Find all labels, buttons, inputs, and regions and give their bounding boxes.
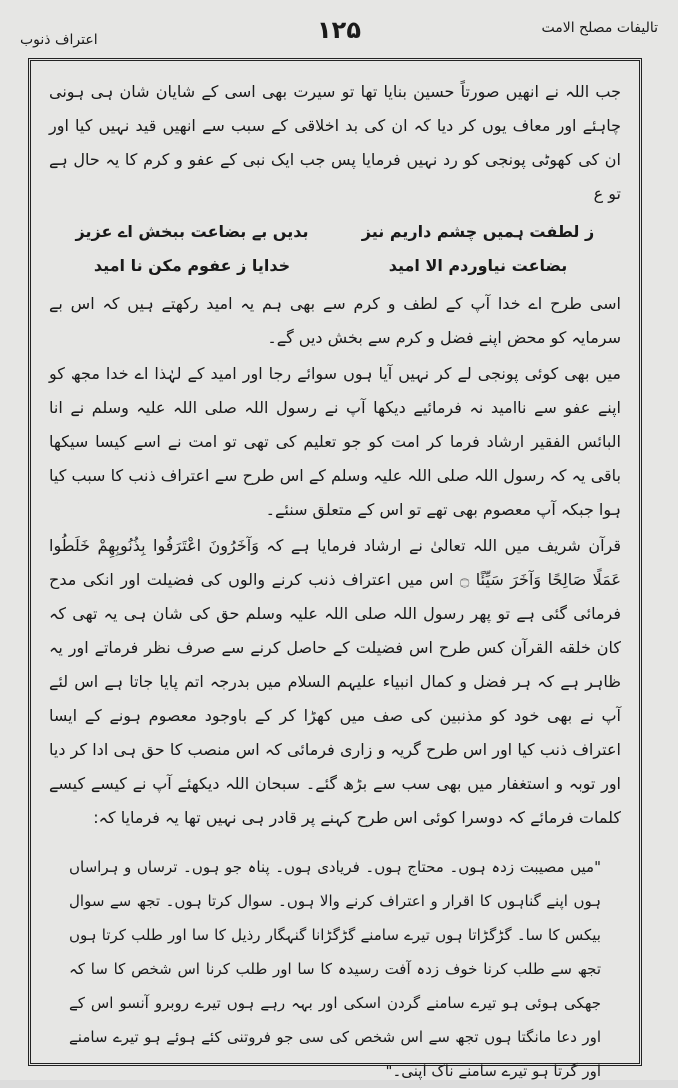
page-header <box>20 10 658 50</box>
book-title: تالیفات مصلح الامت <box>541 20 658 36</box>
verse-line: بدیں بے بضاعت ببخش اے عزیز <box>75 222 309 241</box>
verse-line: بضاعت نیاوردم الا امید <box>388 256 568 275</box>
prophetic-supplication-quote: "میں مصیبت زدہ ہوں۔ محتاج ہوں۔ فریادی ہوں۔ پناہ جو ہوں۔ ترساں و ہراساں ہوں اپنے گناہوں کا اقرار و اعتراف کرنے والا ہوں۔ سوال کرتا ہوں۔ تجھ سے سوال بیکس کا سا۔ گڑگڑاتا ہوں تیرے سامنے گڑگڑانا گنہگار رذیل کا سا اور طلب کرتا ہوں تجھ سے طلب کرنا خوف زدہ آفت رسیدہ کا سا اور طلب کرنا اس شخص کا سا کہ جھکی ہوئی ہو تیرے سامنے گردن اسکی اور بہہ رہے ہوں تیرے روبرو آنسو اس کے اور دعا مانگتا ہوں تجھ سے اس شخص کی سی جو فروتنی کئے ہوئے ہو تیرے سامنے اور گرتا ہو تیرے سامنے ناک اپنی۔" <box>69 858 601 1080</box>
page-number: ۱۲۵ <box>317 16 361 44</box>
chapter-title: اعتراف ذنوب <box>20 32 98 48</box>
persian-verses <box>49 213 621 287</box>
paragraph-1: جب اللہ نے انھیں صورتاً حسین بنایا تھا تو سیرت بھی اسی کے شایان شان ہی ہونی چاہئے اور معاف یوں کر دیا کہ ان کی بد اخلاقی کے سبب سے انھیں قید نہیں کیا اور ان کی کھوٹی پونجی کو رد نہیں فرمایا پس جب ایک نبی کے عفو و کرم کا یہ حال ہے تو ع <box>49 82 621 203</box>
text-frame <box>28 58 642 1080</box>
verse-line: ز لطفت ہمیں چشم داریم نیز <box>361 222 595 241</box>
paragraph-2: اسی طرح اے خدا آپ کے لطف و کرم سے بھی ہم یہ امید رکھتے ہیں کہ اس بے سرمایہ کو محض اپنے فضل و کرم سے بخش دیں گے۔ <box>49 294 621 347</box>
paragraph-4: قرآن شریف میں اللہ تعالیٰ نے ارشاد فرمایا ہے کہ وَآخَرُونَ اعْتَرَفُوا بِذُنُوبِهِمْ خَلَطُوا عَمَلًا صَالِحًا وَآخَرَ سَيِّئًا ۝ اس میں اعتراف ذنب کرنے والوں کی فضیلت اور انکی مدح فرمائی گئی ہے تو پھر رسول اللہ صلی اللہ علیہ وسلم حق کی شان ہی یہ تھی کہ کان خلقه القرآن کس طرح اس فضیلت کے حاصل کرنے سے صرف نظر فرماتے اور یہ ظاہر ہے کہ ہر فضل و کمال انبیاء علیہم السلام میں بدرجہ اتم پایا جاتا ہے اس لئے آپ نے بھی خود کو مذنبین کی صف میں کھڑا کر کے باوجود معصوم ہونے کے ایسا اعتراف ذنب کیا اور اس طرح گریہ و زاری فرمائی کہ اس منصب کا حق ہی ادا کر دیا اور توبہ و استغفار میں بھی سب سے بڑھ گئے۔ سبحان اللہ دیکھئے آپ نے کیسے کیسے کلمات فرمائے کہ دوسرا کوئی اس طرح کہنے پر قادر ہی نہیں تھا یہ فرمایا کہ: <box>49 536 621 827</box>
paragraph-3: میں بھی کوئی پونجی لے کر نہیں آیا ہوں سوائے رجا اور امید کے لہٰذا اے خدا مجھ کو اپنے عفو سے ناامید نہ فرمائیے دیکھا آپ نے رسول اللہ صلی اللہ علیہ وسلم نے انا البائس الفقیر ارشاد فرما کر امت کو جو تعلیم کی تھی تو امت نے اسے کیسا سیکھا باقی یہ کہ رسول اللہ صلی اللہ علیہ وسلم کے اس طرح سے اعتراف ذنب کا سبب کیا ہوا جبکہ آپ معصوم بھی تھے تو اس کے متعلق سنئے۔ <box>49 364 621 519</box>
verse-line: خدایا ز عفوم مکن نا امید <box>93 256 291 275</box>
